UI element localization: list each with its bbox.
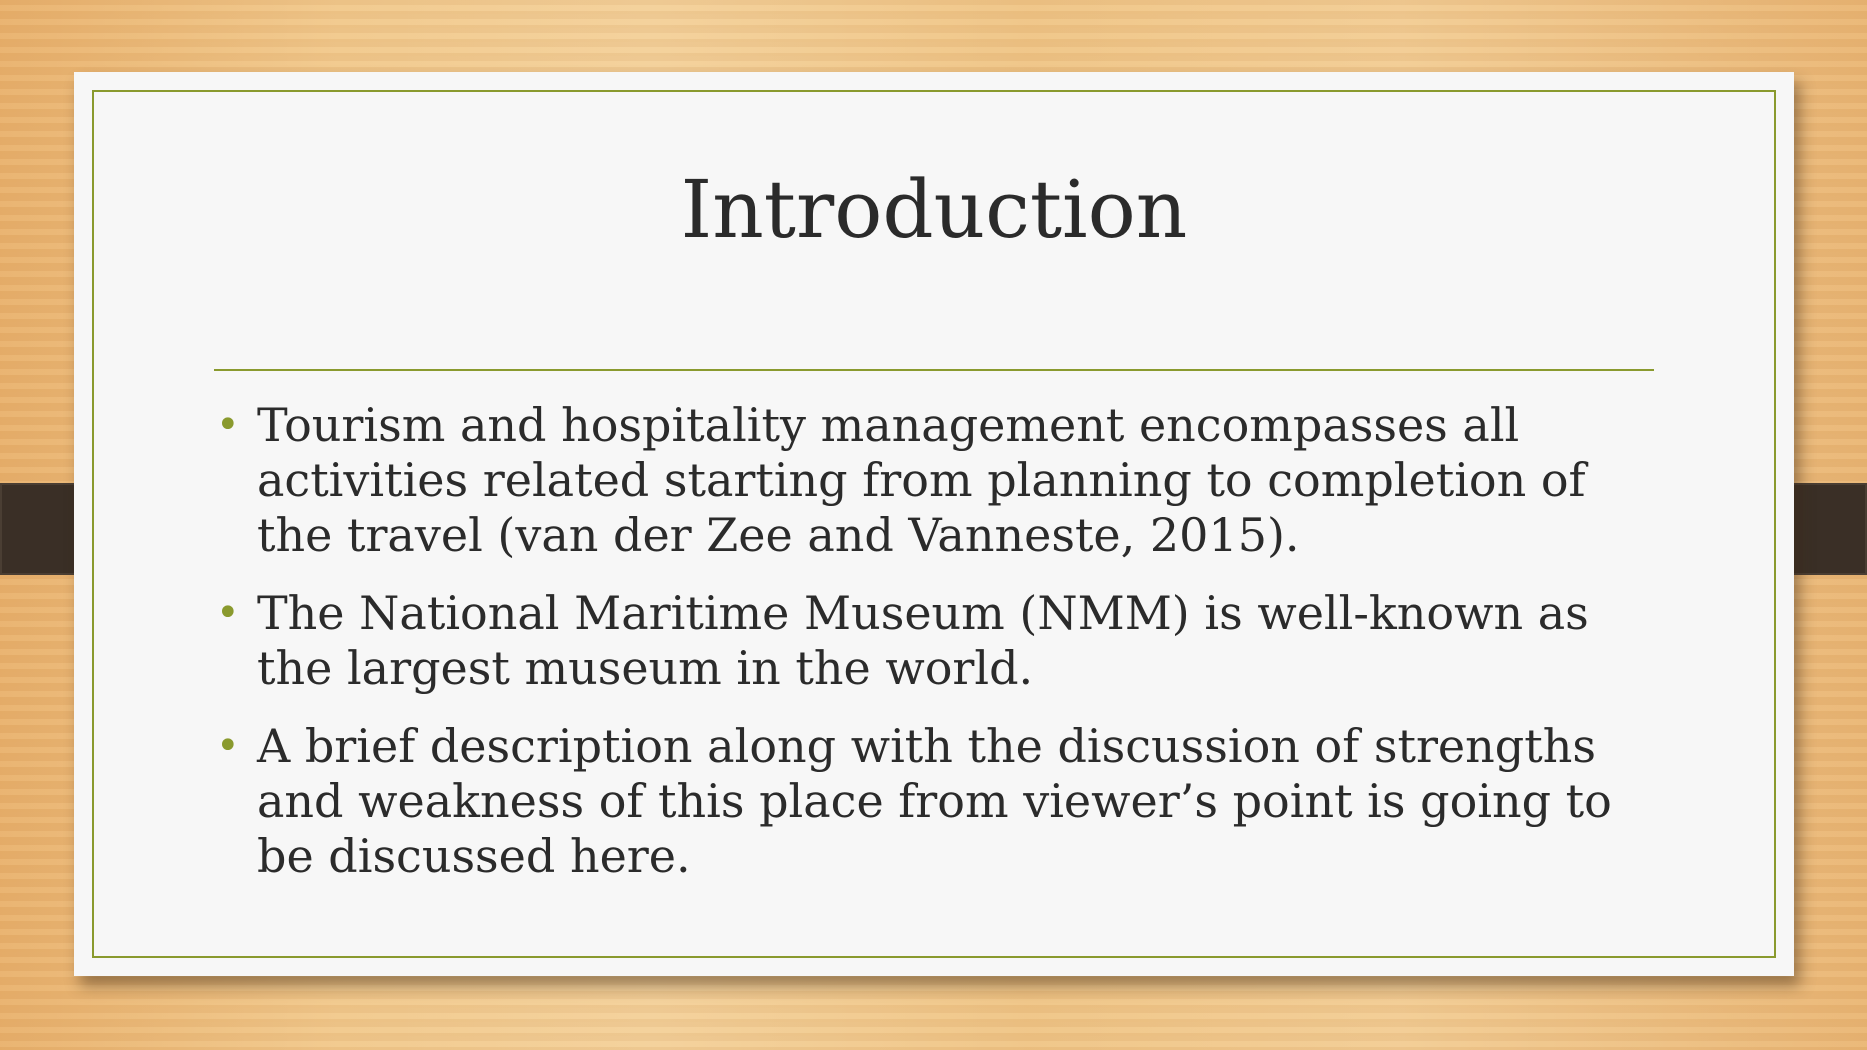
bullet-icon: • [216,590,240,636]
bullet-text: The National Maritime Museum (NMM) is well-known as the largest museum in the world. [257,586,1589,695]
bullet-icon: • [216,723,240,769]
bullet-text: Tourism and hospitality management encompasses all activities related starting from planning to completion of the travel (van der Zee and Vanneste, 2015). [257,398,1586,562]
slide-title: Introduction [680,163,1188,256]
bullet-icon: • [216,402,240,448]
bullet-item [214,719,1674,884]
bullet-list [214,398,1674,907]
bullet-item [214,586,1674,696]
slide-card [74,72,1794,976]
bullet-item [214,398,1674,563]
bullet-text: A brief description along with the discussion of strengths and weakness of this place from viewer’s point is going to be discussed here. [257,719,1612,883]
title-divider [214,369,1654,371]
